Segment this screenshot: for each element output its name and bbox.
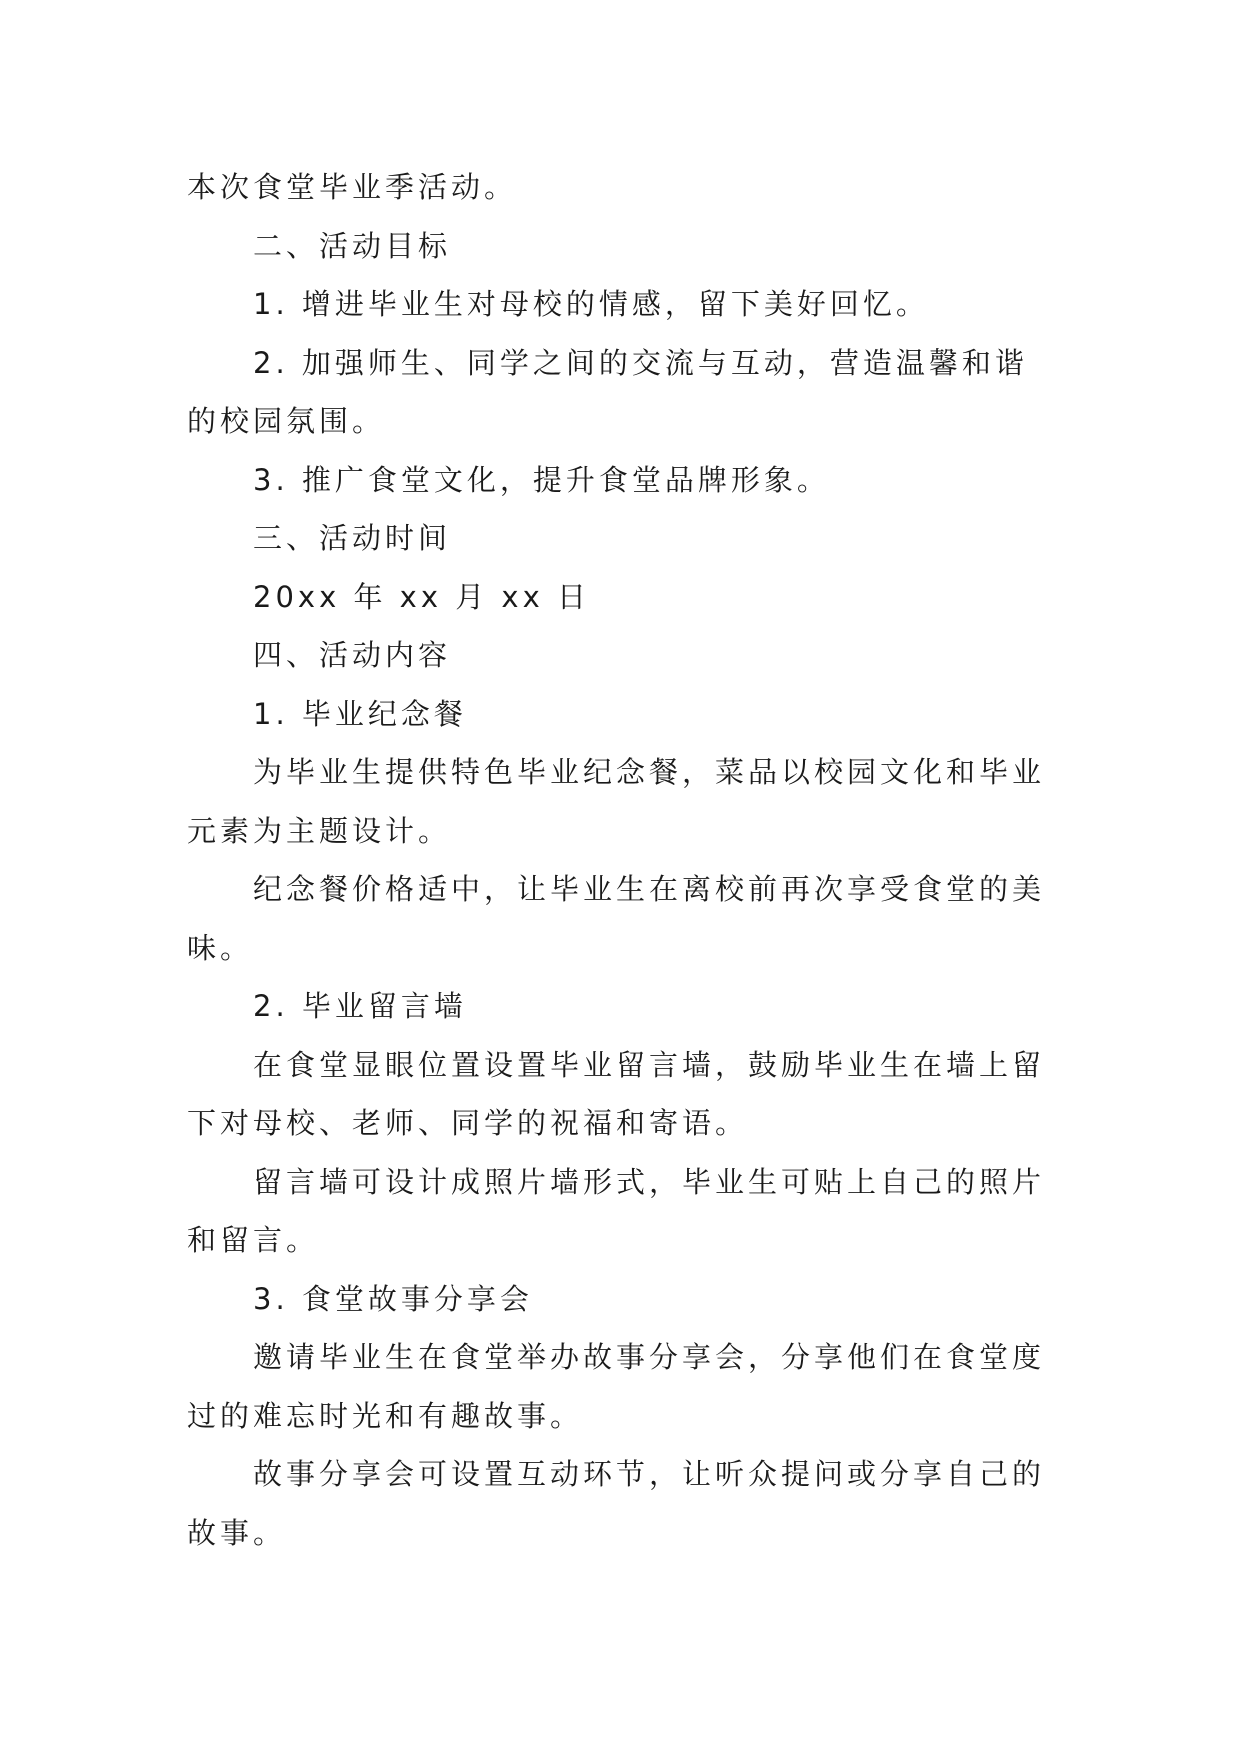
subsection-heading: 1. 毕业纪念餐 (253, 696, 467, 731)
date-line: 20xx 年 xx 月 xx 日 (253, 579, 590, 614)
document-body (187, 158, 1055, 1562)
section-heading: 二、活动目标 (253, 228, 452, 263)
text-line: 过的难忘时光和有趣故事。 (187, 1398, 584, 1433)
list-item: 3. 推广食堂文化，提升食堂品牌形象。 (253, 462, 830, 497)
section-heading: 四、活动内容 (253, 638, 452, 672)
paragraph-line: 为毕业生提供特色毕业纪念餐，菜品以校园文化和毕业 (253, 755, 1046, 789)
paragraph-line: 纪念餐价格适中，让毕业生在离校前再次享受食堂的美 (253, 872, 1046, 906)
text-line: 元素为主题设计。 (187, 813, 452, 848)
list-item: 1. 增进毕业生对母校的情感，留下美好回忆。 (253, 287, 929, 321)
text-line: 和留言。 (187, 1223, 320, 1257)
subsection-heading: 2. 毕业留言墙 (253, 989, 467, 1023)
paragraph-line: 留言墙可设计成照片墙形式，毕业生可贴上自己的照片 (253, 1164, 1046, 1199)
section-heading: 三、活动时间 (253, 521, 452, 555)
text-line: 味。 (187, 930, 254, 965)
list-item: 2. 加强师生、同学之间的交流与互动，营造温馨和谐 (253, 345, 1028, 380)
paragraph-line: 邀请毕业生在食堂举办故事分享会，分享他们在食堂度 (253, 1340, 1046, 1374)
subsection-heading: 3. 食堂故事分享会 (253, 1281, 533, 1316)
text-line: 故事。 (187, 1515, 287, 1550)
text-line: 的校园氛围。 (187, 404, 386, 438)
text-line: 下对母校、老师、同学的祝福和寄语。 (187, 1106, 749, 1140)
paragraph-line: 在食堂显眼位置设置毕业留言墙，鼓励毕业生在墙上留 (253, 1047, 1046, 1082)
text-line: 本次食堂毕业季活动。 (187, 170, 518, 204)
paragraph-line: 故事分享会可设置互动环节，让听众提问或分享自己的 (253, 1457, 1046, 1491)
